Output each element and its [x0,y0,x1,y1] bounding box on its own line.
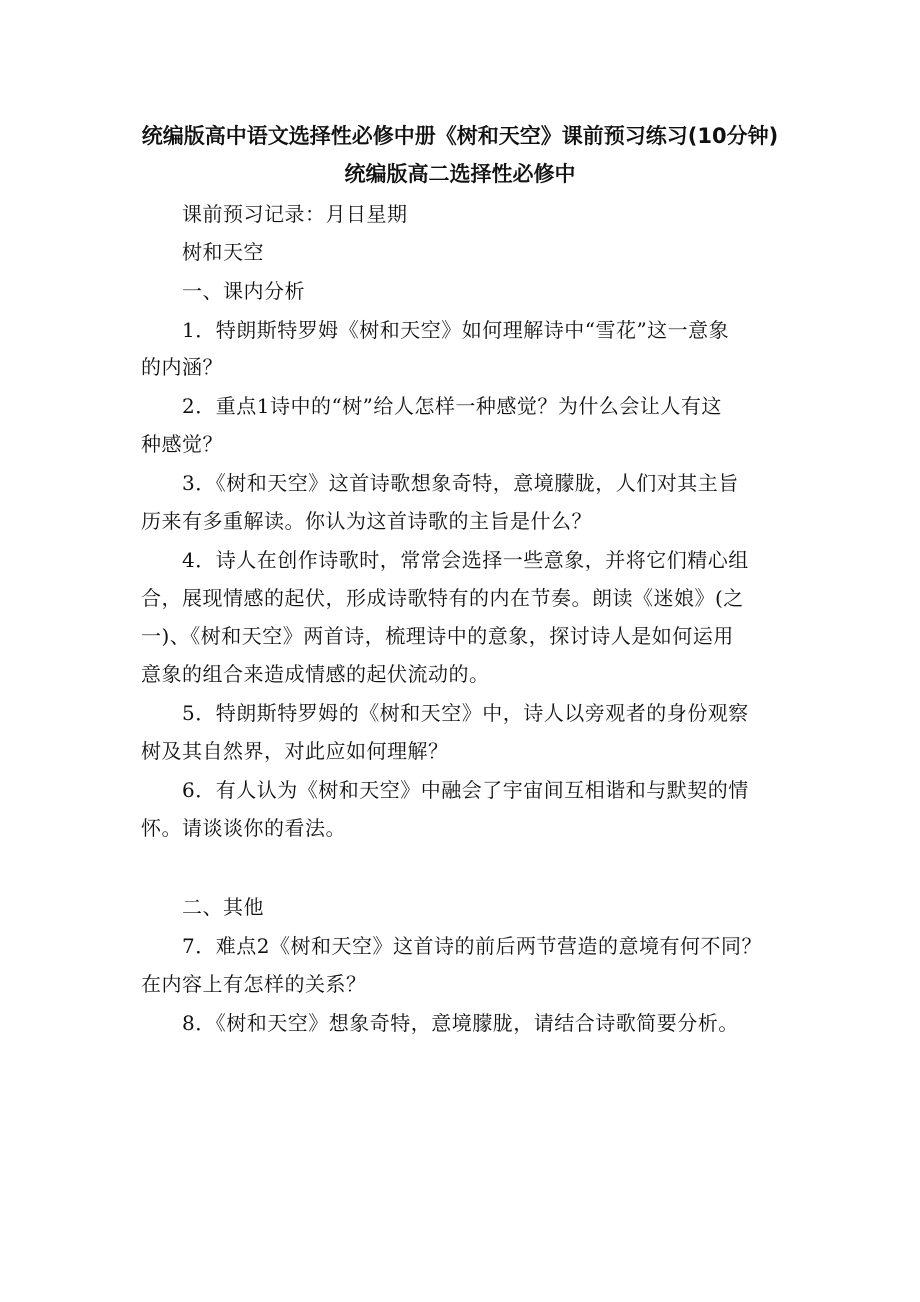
section-heading-1: 一、课内分析 [182,279,305,303]
question-6-line-2: 怀。请谈谈你的看法。 [141,816,346,840]
section-heading-2: 二、其他 [182,895,264,919]
poem-title: 树和天空 [182,240,264,264]
question-5-line-1: 5．特朗斯特罗姆的《树和天空》中，诗人以旁观者的身份观察 [182,701,749,725]
question-1-line-1: 1．特朗斯特罗姆《树和天空》如何理解诗中“雪花”这一意象 [182,318,730,342]
question-2-line-1: 2．重点1诗中的“树”给人怎样一种感觉？为什么会让人有这 [182,394,722,418]
question-8: 8．《树和天空》想象奇特，意境朦胧，请结合诗歌简要分析。 [182,1011,739,1035]
question-1-line-2: 的内涵？ [141,355,223,379]
question-7-line-1: 7．难点2《树和天空》这首诗的前后两节营造的意境有何不同？ [182,934,762,958]
question-4-line-3: 一)、《树和天空》两首诗，梳理诗中的意象，探讨诗人是如何运用 [141,624,734,648]
question-3-line-1: 3．《树和天空》这首诗歌想象奇特，意境朦胧，人们对其主旨 [182,471,739,495]
preview-record: 课前预习记录：月日星期 [182,202,408,226]
question-3-line-2: 历来有多重解读。你认为这首诗歌的主旨是什么？ [141,509,592,533]
question-6-line-1: 6．有人认为《树和天空》中融会了宇宙间互相谐和与默契的情 [182,778,749,802]
question-4-line-2: 合，展现情感的起伏，形成诗歌特有的内在节奏。朗读《迷娘》(之 [141,586,744,610]
document-title: 统编版高中语文选择性必修中册《树和天空》课前预习练习(10分钟) [141,124,779,148]
question-7-line-2: 在内容上有怎样的关系？ [141,972,367,996]
question-2-line-2: 种感觉？ [141,432,223,456]
document-subtitle: 统编版高二选择性必修中 [344,162,576,186]
question-5-line-2: 树及其自然界，对此应如何理解？ [141,739,449,763]
question-4-line-1: 4．诗人在创作诗歌时，常常会选择一些意象，并将它们精心组 [182,548,749,572]
question-4-line-4: 意象的组合来造成情感的起伏流动的。 [141,662,490,686]
